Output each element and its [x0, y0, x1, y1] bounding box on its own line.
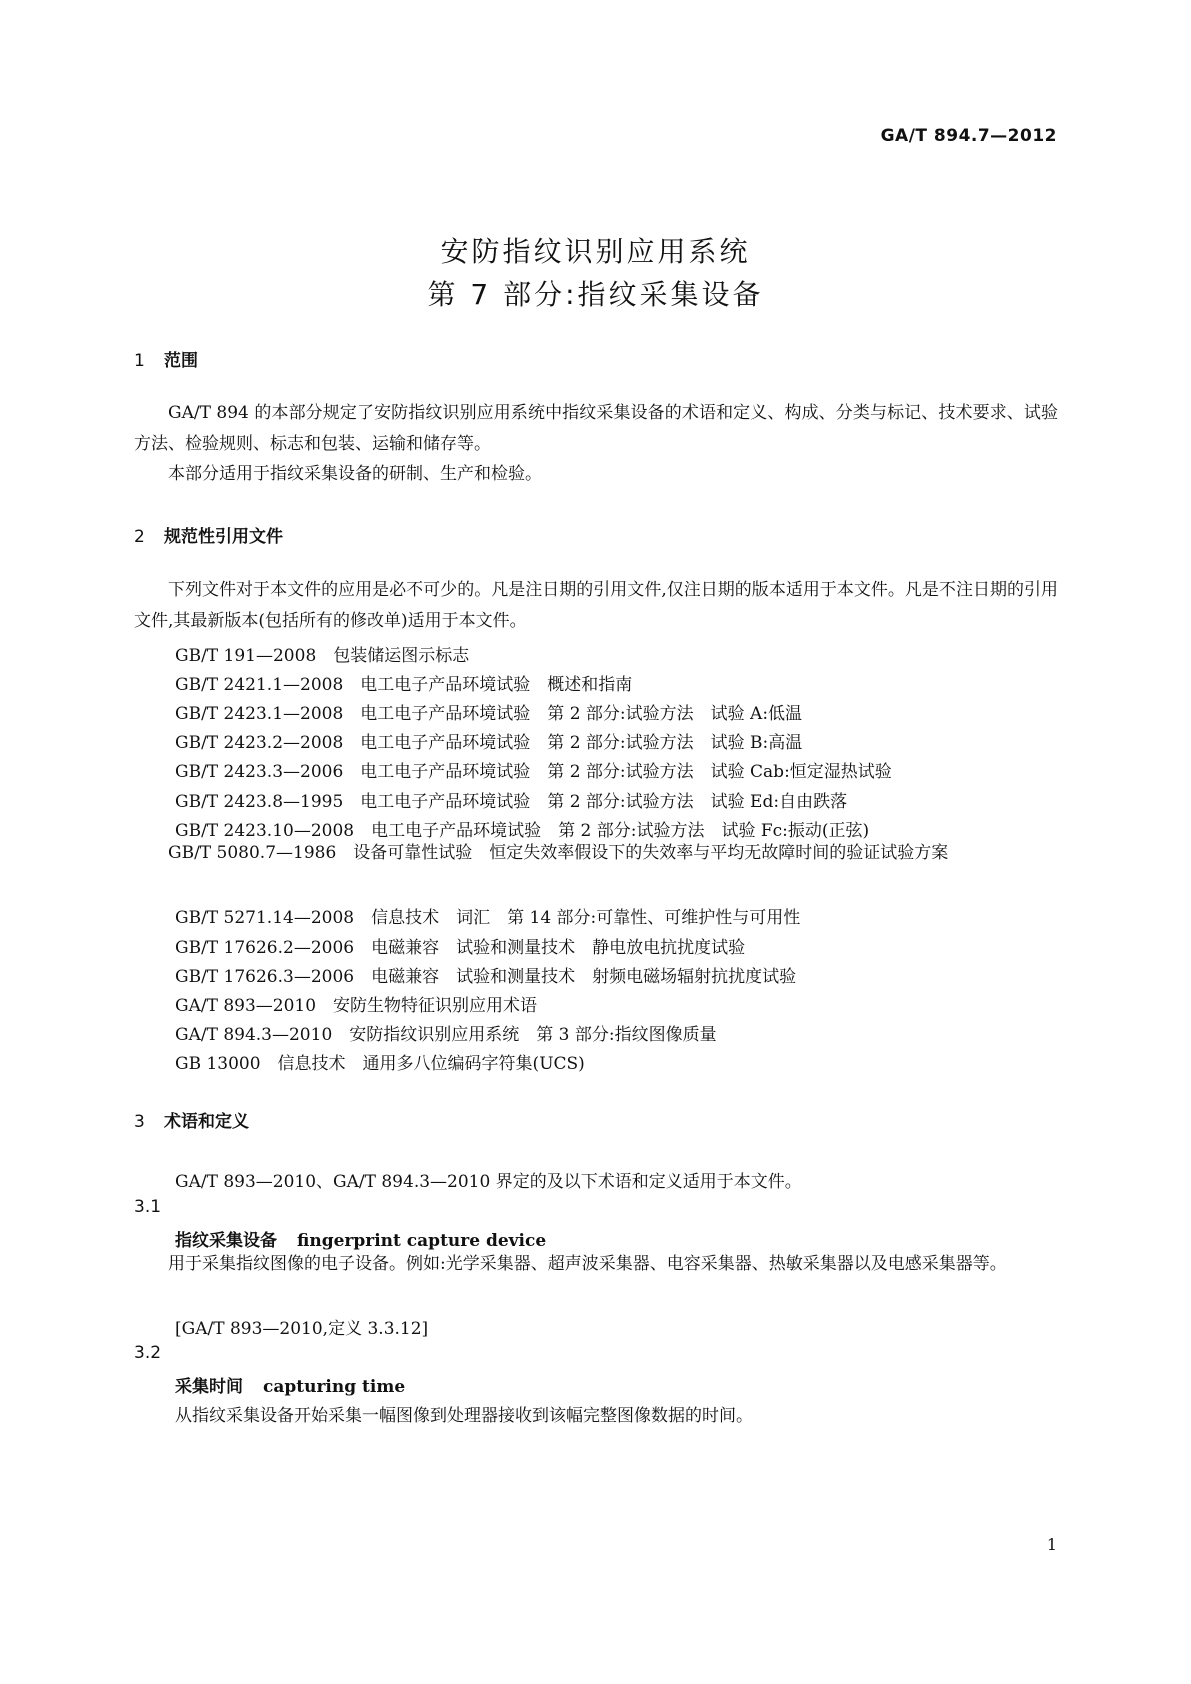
ref-item: GB 13000 信息技术 通用多八位编码字符集(UCS) — [175, 1054, 585, 1074]
ref-item: GB/T 2421.1—2008 电工电子产品环境试验 概述和指南 — [175, 675, 633, 695]
ref-item-long: GB/T 5080.7—1986 设备可靠性试验 恒定失效率假设下的失效率与平均无故障时间的验证试验方案 — [168, 843, 949, 863]
section-2-number: 2 — [134, 527, 145, 547]
section-3-heading — [134, 1107, 249, 1132]
section-3-intro: GA/T 893—2010、GA/T 894.3—2010 界定的及以下术语和定义适用于本文件。 — [175, 1172, 802, 1192]
section-2-intro: 下列文件对于本文件的应用是必不可少的。凡是注日期的引用文件,仅注日期的版本适用于本文件。凡是不注日期的引用文件,其最新版本(包括所有的修改单)适用于本文件。 — [134, 580, 1058, 631]
section-1-para-2: 本部分适用于指纹采集设备的研制、生产和检验。 — [168, 464, 542, 484]
section-2-heading — [134, 522, 283, 547]
title-line-1: 安防指纹识别应用系统 — [440, 235, 751, 268]
term-1-definition: 用于采集指纹图像的电子设备。例如:光学采集器、超声波采集器、电容采集器、热敏采集器以及电感采集器等。 — [168, 1254, 1007, 1274]
title-line-2: 第 7 部分:指纹采集设备 — [427, 278, 764, 311]
term-1 — [175, 1226, 546, 1251]
ref-item: GB/T 2423.10—2008 电工电子产品环境试验 第 2 部分:试验方法 试验 Fc:振动(正弦) — [175, 821, 870, 841]
ref-item: GB/T 17626.2—2006 电磁兼容 试验和测量技术 静电放电抗扰度试验 — [175, 938, 746, 958]
standard-number: GA/T 894.7—2012 — [880, 126, 1057, 146]
ref-item: GA/T 893—2010 安防生物特征识别应用术语 — [175, 996, 538, 1016]
ref-item: GA/T 894.3—2010 安防指纹识别应用系统 第 3 部分:指纹图像质量 — [175, 1025, 717, 1045]
term-2-zh: 采集时间 — [175, 1377, 243, 1397]
term-2-en: capturing time — [263, 1377, 406, 1397]
term-1-number: 3.1 — [134, 1197, 162, 1217]
ref-item: GB/T 17626.3—2006 电磁兼容 试验和测量技术 射频电磁场辐射抗扰度试验 — [175, 967, 797, 987]
term-2 — [175, 1372, 405, 1397]
section-1-number: 1 — [134, 351, 145, 371]
section-1-title: 范围 — [164, 351, 198, 371]
section-3-title: 术语和定义 — [164, 1112, 249, 1132]
ref-item: GB/T 2423.2—2008 电工电子产品环境试验 第 2 部分:试验方法 试验 B:高温 — [175, 733, 803, 753]
ref-item: GB/T 2423.3—2006 电工电子产品环境试验 第 2 部分:试验方法 试验 Cab:恒定湿热试验 — [175, 762, 892, 782]
ref-item: GB/T 2423.1—2008 电工电子产品环境试验 第 2 部分:试验方法 试验 A:低温 — [175, 704, 803, 724]
section-1-heading — [134, 346, 198, 371]
section-3-number: 3 — [134, 1112, 145, 1132]
ref-item: GB/T 5271.14—2008 信息技术 词汇 第 14 部分:可靠性、可维护性与可用性 — [175, 908, 801, 928]
ref-item: GB/T 2423.8—1995 电工电子产品环境试验 第 2 部分:试验方法 试验 Ed:自由跌落 — [175, 792, 848, 812]
ref-item: GB/T 191—2008 包装储运图示标志 — [175, 646, 470, 666]
term-1-en: fingerprint capture device — [297, 1231, 547, 1251]
section-2-title: 规范性引用文件 — [164, 527, 283, 547]
page-number: 1 — [1046, 1535, 1057, 1554]
term-1-source: [GA/T 893—2010,定义 3.3.12] — [175, 1319, 429, 1339]
term-1-zh: 指纹采集设备 — [175, 1231, 277, 1251]
term-2-definition: 从指纹采集设备开始采集一幅图像到处理器接收到该幅完整图像数据的时间。 — [175, 1406, 753, 1426]
section-1-para-1: GA/T 894 的本部分规定了安防指纹识别应用系统中指纹采集设备的术语和定义、构成、分类与标记、技术要求、试验方法、检验规则、标志和包装、运输和储存等。 — [134, 403, 1058, 454]
term-2-number: 3.2 — [134, 1343, 162, 1363]
